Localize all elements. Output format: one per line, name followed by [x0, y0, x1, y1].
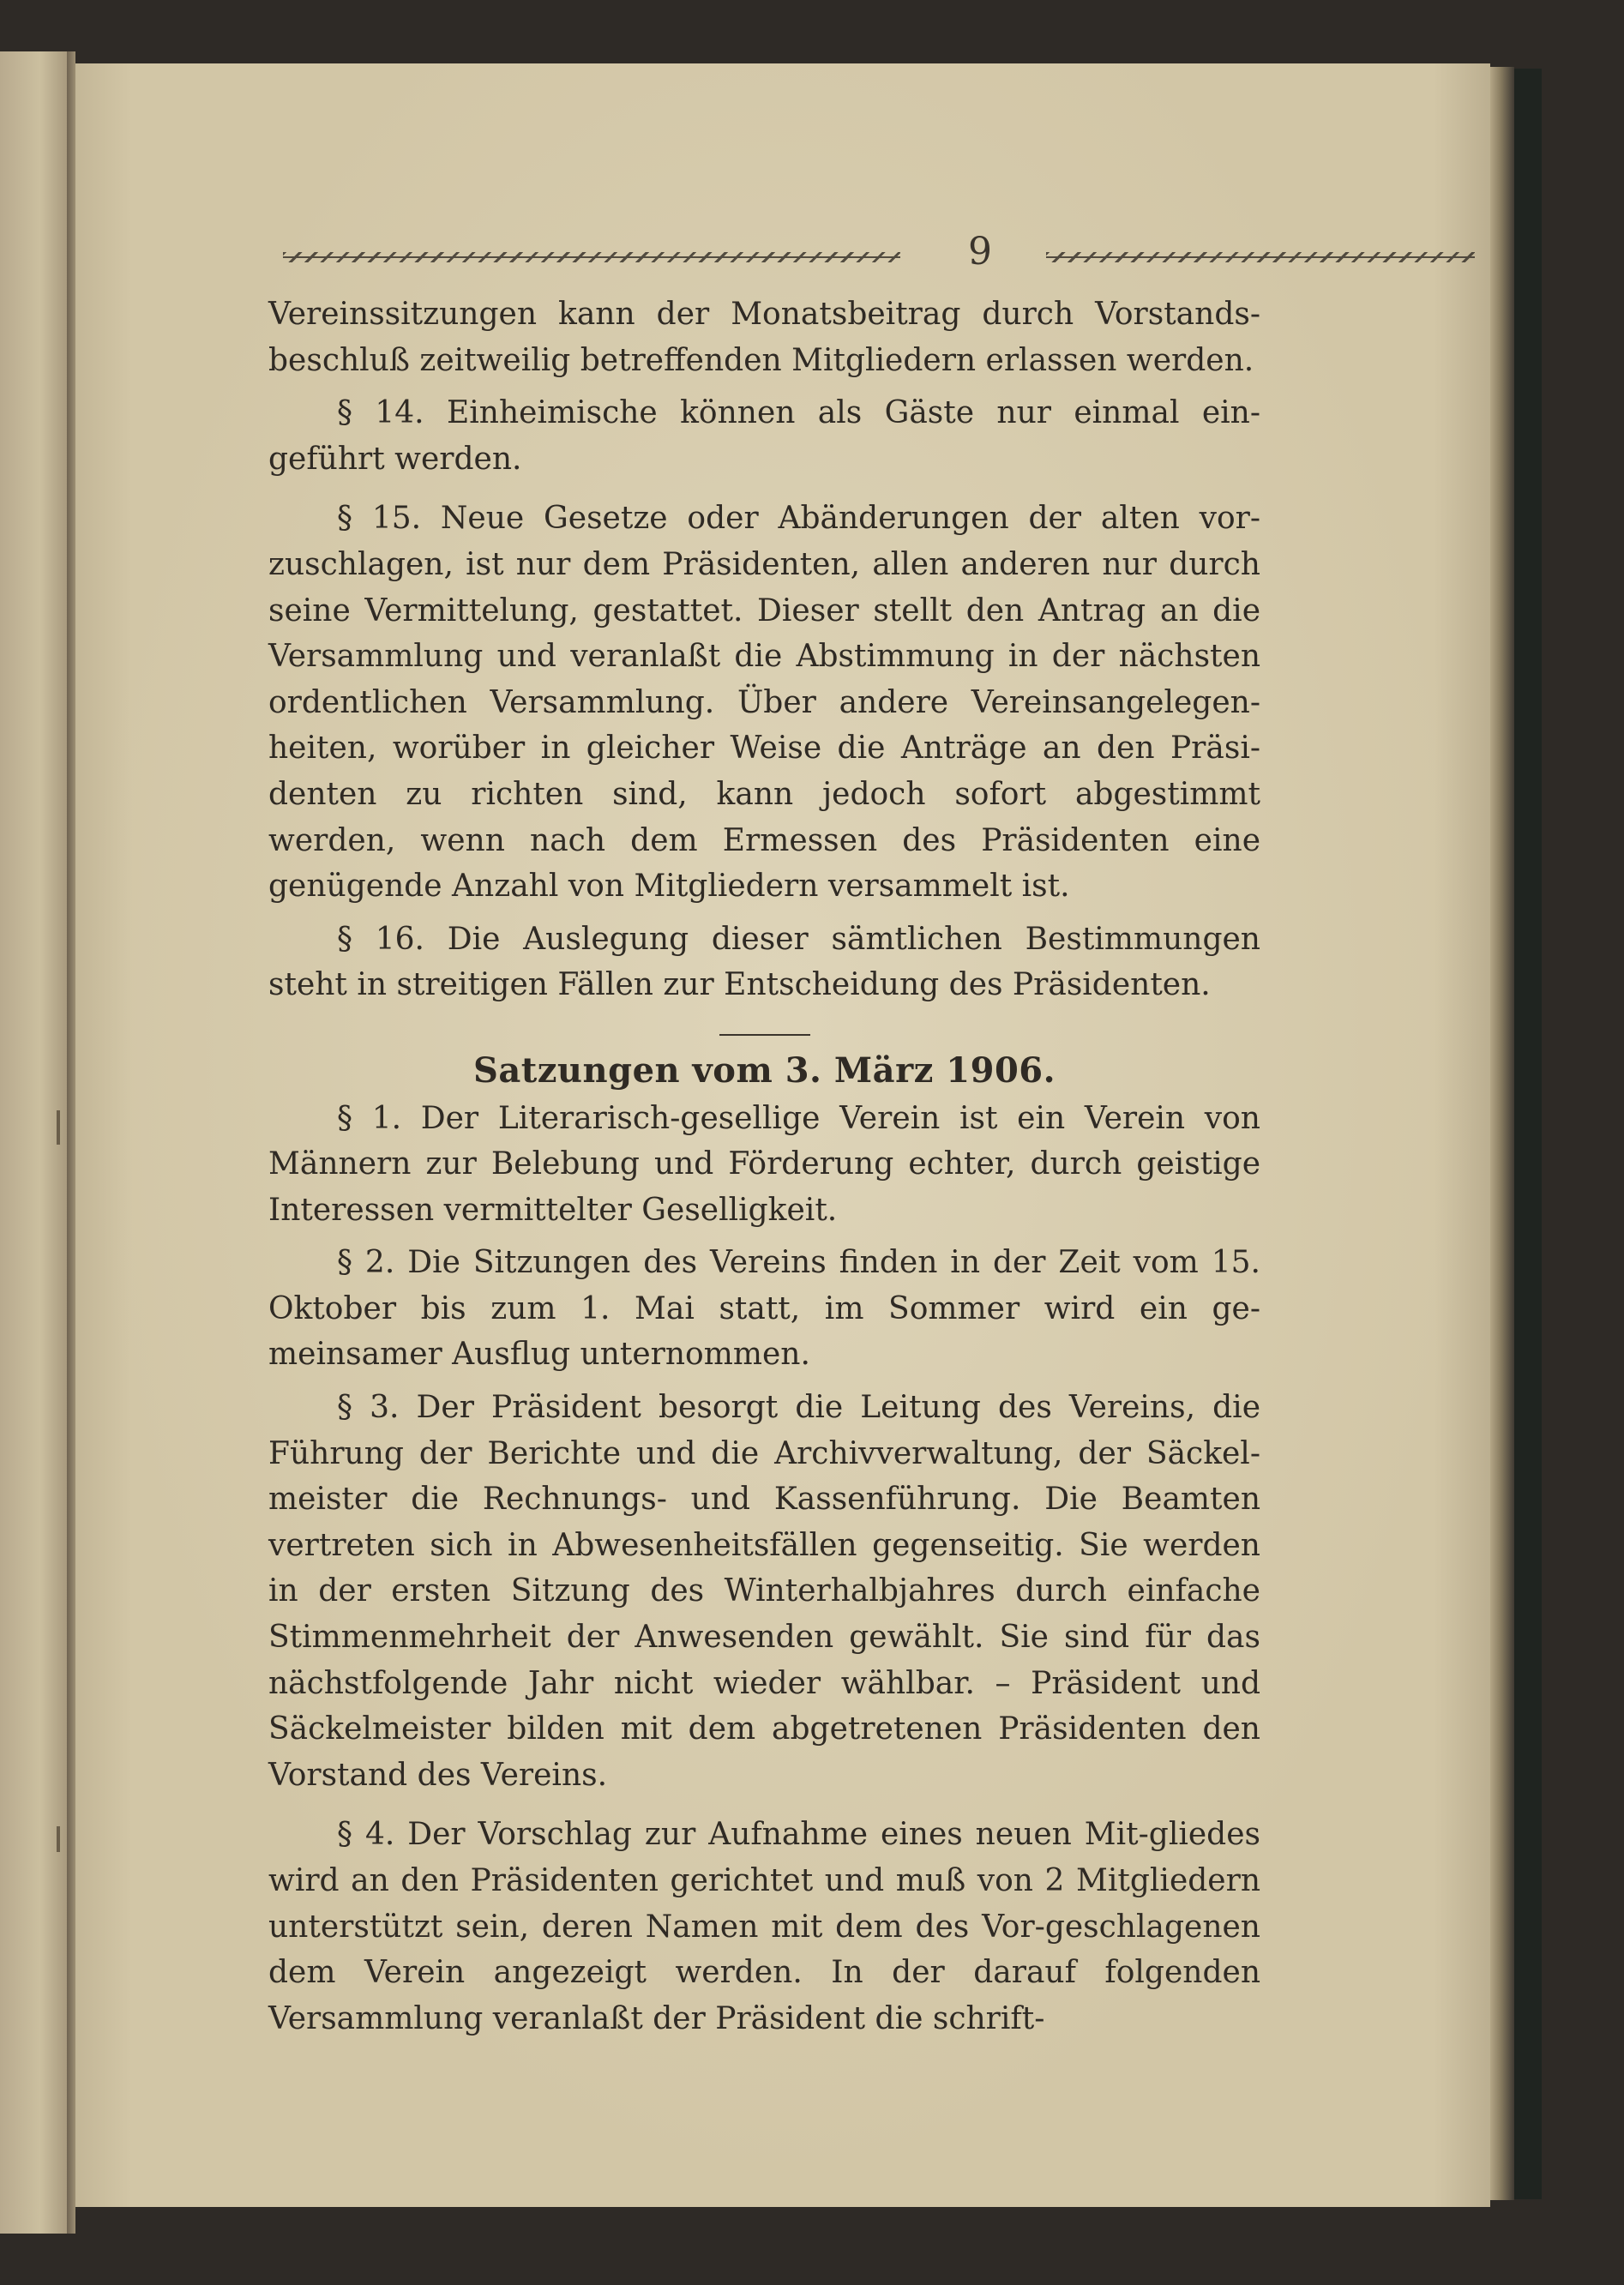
ornament-line-left [283, 252, 900, 262]
section-divider [719, 1034, 810, 1036]
paragraph-statute-4: § 4. Der Vorschlag zur Aufnahme eines neuen Mit-gliedes wird an den Präsidenten gerichtet und muß von 2 Mitgliedern unterstützt sein, deren Namen mit dem des Vor-geschlagenen dem Verein angezeigt werden. In der darauf folgenden Versammlung veranlaßt der Präsident die schrift- [268, 1817, 1260, 2036]
ornament-line-right [1046, 252, 1475, 262]
page-header [206, 230, 1278, 281]
paragraph-statute-1: § 1. Der Literarisch-gesellige Verein ist ein Verein von Männern zur Belebung und Förderung echter, durch geistige Interessen vermittelter Geselligkeit. [268, 1100, 1260, 1228]
page-edge [1490, 67, 1514, 2200]
book-gutter [67, 51, 75, 2234]
section-heading: Satzungen vom 3. März 1906. [472, 1049, 1056, 1091]
page-number: 9 [968, 230, 992, 274]
book-cover-binding [1514, 69, 1542, 2199]
thread-mark [57, 1826, 60, 1852]
paragraph-section-14: § 14. Einheimische können als Gäste nur einmal ein-geführt werden. [268, 395, 1260, 477]
thread-mark [57, 1110, 60, 1145]
paragraph-continuation: Vereinssitzungen kann der Monatsbeitrag durch Vorstands-beschluß zeitweilig betreffenden Mitgliedern erlassen werden. [268, 297, 1260, 378]
paragraph-section-16: § 16. Die Auslegung dieser sämtlichen Bestimmungen steht in streitigen Fällen zur Entscheidung des Präsidenten. [268, 921, 1260, 1003]
page-text [268, 292, 1260, 2041]
paragraph-statute-3: § 3. Der Präsident besorgt die Leitung des Vereins, die Führung der Berichte und die Archivverwaltung, der Säckel-meister die Rechnungs- und Kassenführung. Die Beamten vertreten sich in Abwesenheitsfällen gegenseitig. Sie werden in der ersten Sitzung des Winterhalbjahres durch einfache Stimmenmehrheit der Anwesenden gewählt. Sie sind für das nächstfolgende Jahr nicht wieder wählbar. – Präsident und Säckelmeister bilden mit dem abgetretenen Präsidenten den Vorstand des Vereins. [268, 1390, 1260, 1793]
paragraph-section-15: § 15. Neue Gesetze oder Abänderungen der alten vor-zuschlagen, ist nur dem Präsidenten, allen anderen nur durch seine Vermittelung, gestattet. Dieser stellt den Antrag an die Versammlung und veranlaßt die Abstimmung in der nächsten ordentlichen Versammlung. Über andere Vereinsangelegen-heiten, worüber in gleicher Weise die Anträge an den Präsi-denten zu richten sind, kann jedoch sofort abgestimmt werden, wenn nach dem Ermessen des Präsidenten eine genügende Anzahl von Mitgliedern versammelt ist. [268, 501, 1260, 905]
paragraph-statute-2: § 2. Die Sitzungen des Vereins finden in der Zeit vom 15. Oktober bis zum 1. Mai statt, im Sommer wird ein ge-meinsamer Ausflug unternommen. [268, 1245, 1260, 1373]
